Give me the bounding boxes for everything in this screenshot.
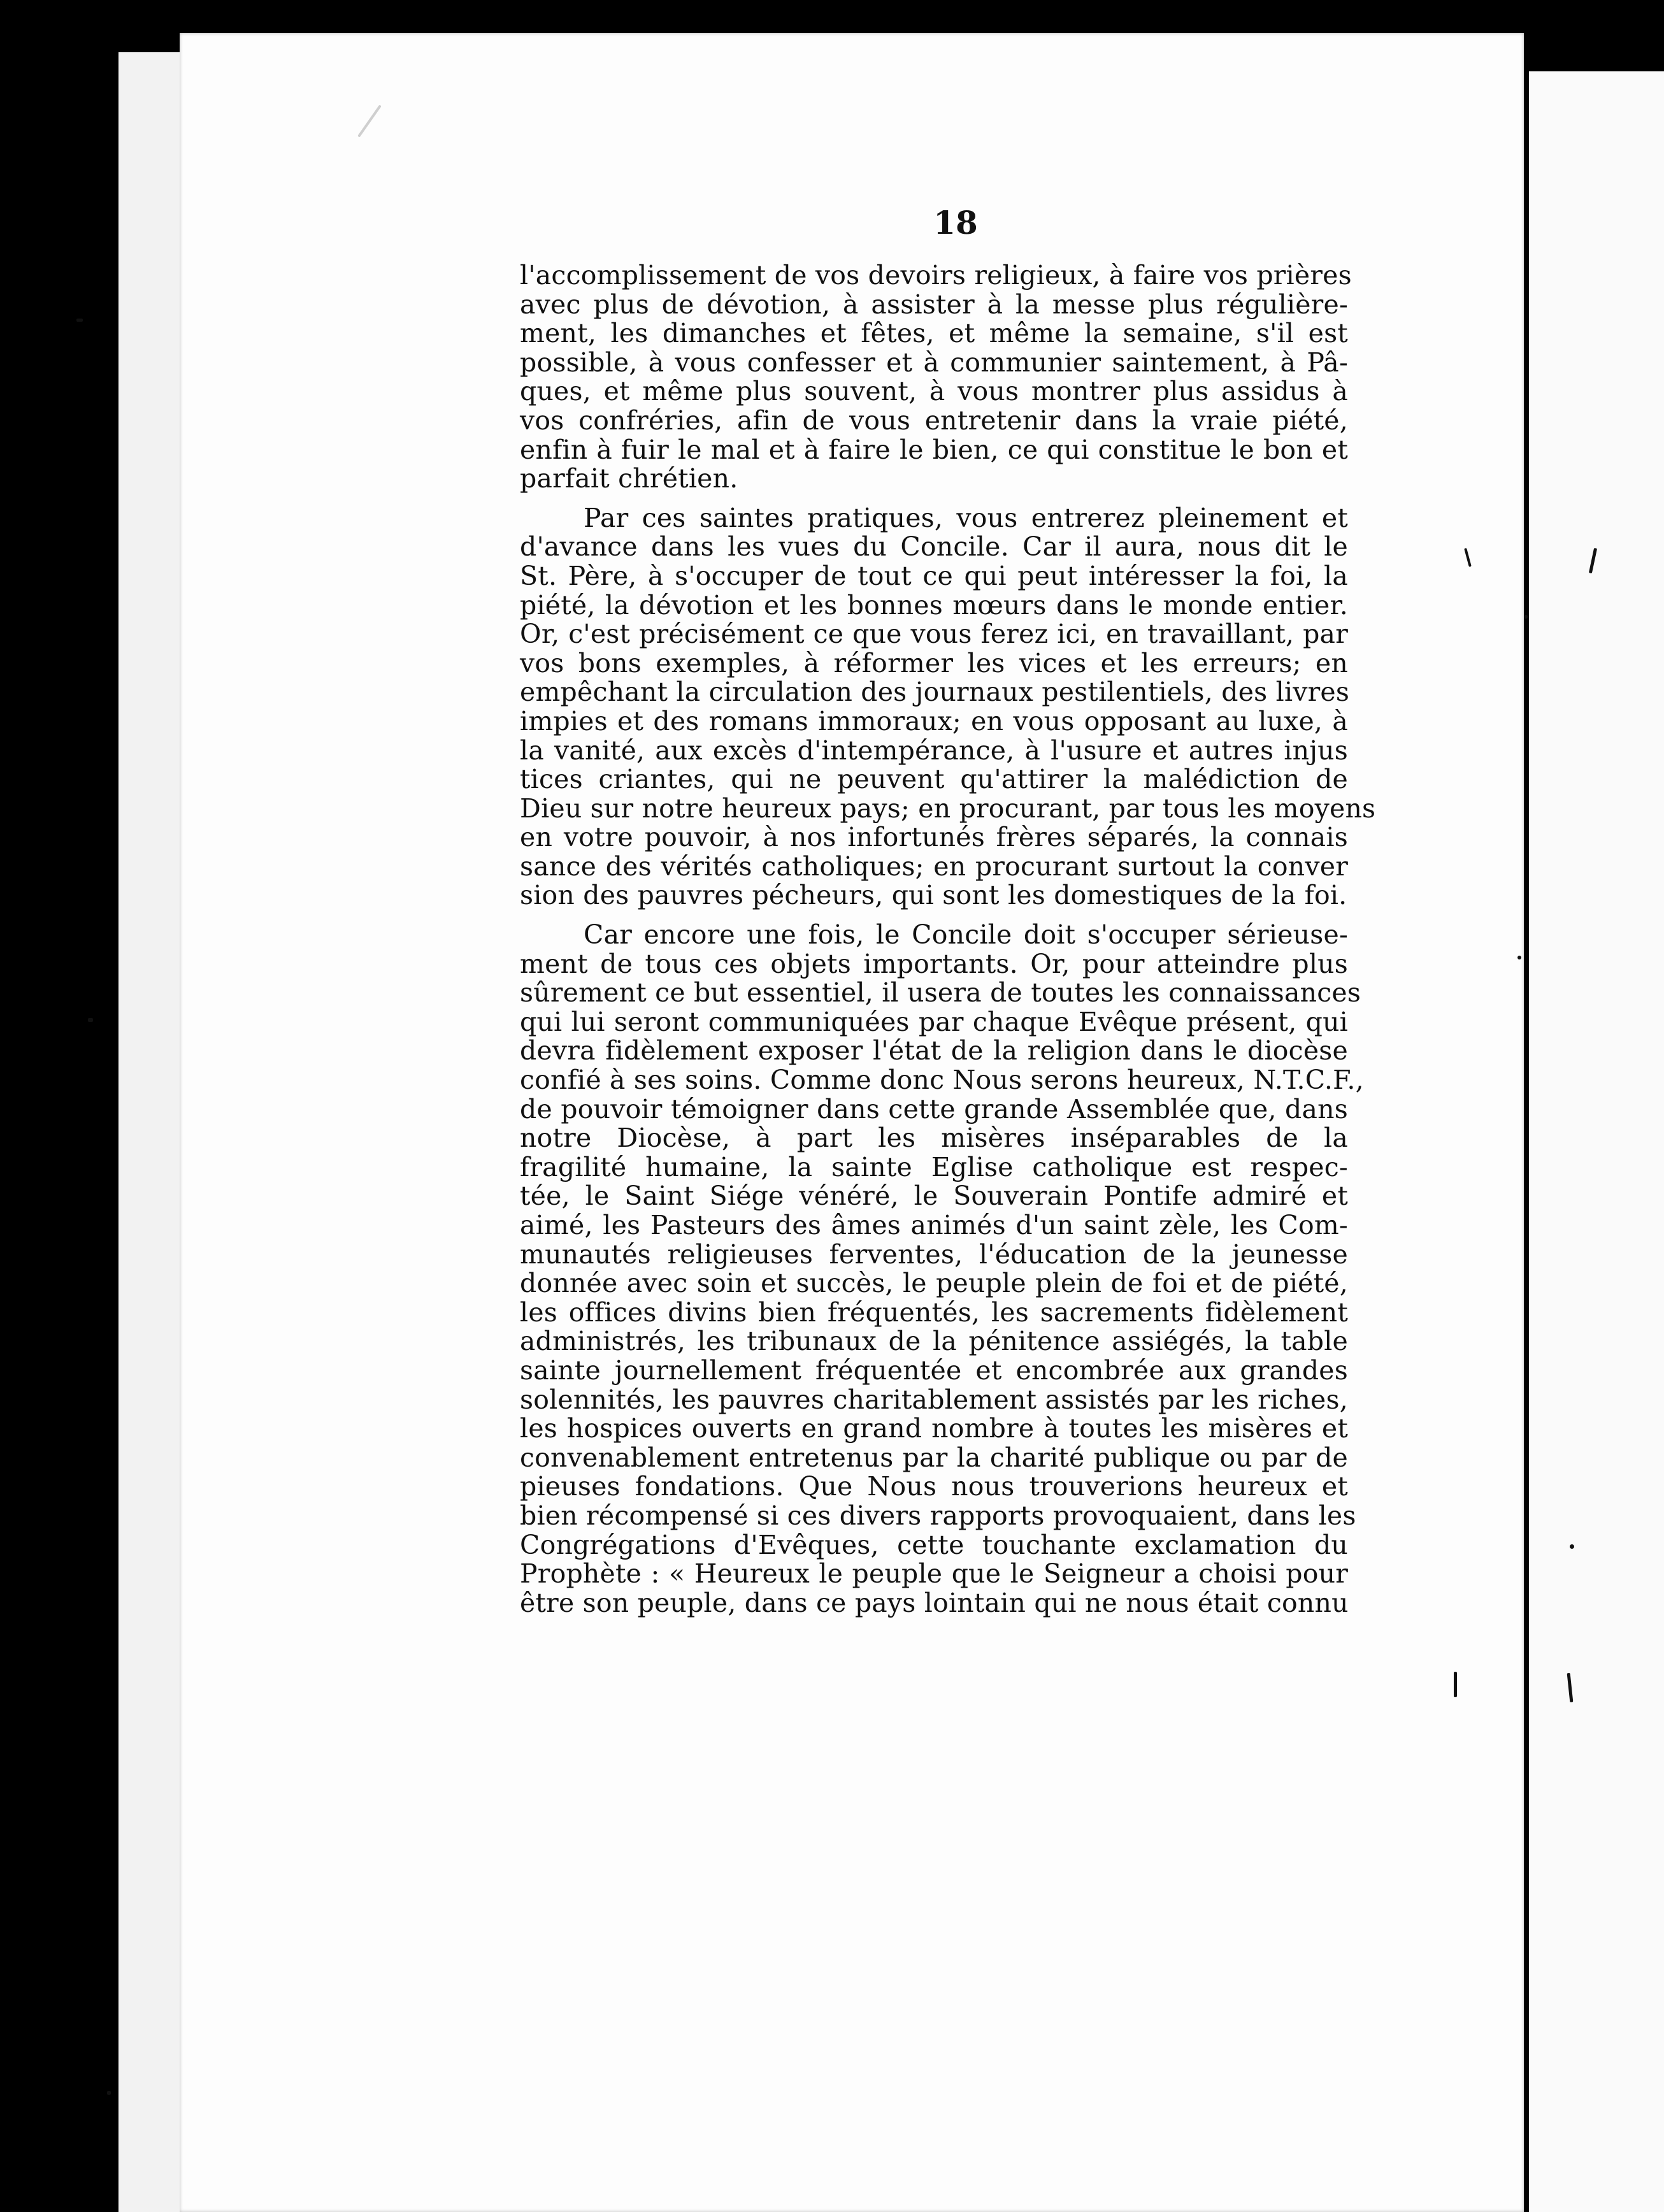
text-line: donnée avec soin et succès, le peuple plein de foi et de piété, — [520, 1268, 1348, 1299]
scan-speck — [76, 319, 83, 322]
text-line: ques, et même plus souvent, à vous montrer plus assidus à — [520, 376, 1348, 407]
text-line: notre Diocèse, à part les misères inséparables de la — [520, 1123, 1348, 1154]
text-line: de pouvoir témoigner dans cette grande Assemblée que, dans — [520, 1093, 1348, 1124]
text-line: sainte journellement fréquentée et encombrée aux grandes — [520, 1354, 1348, 1386]
text-line: être son peuple, dans ce pays lointain qui ne nous était connu — [520, 1587, 1349, 1618]
text-line: aimé, les Pasteurs des âmes animés d'un saint zèle, les Com- — [520, 1210, 1348, 1240]
text-line: Car encore une fois, le Concile doit s'occuper sérieuse- — [584, 919, 1348, 951]
text-line: Or, c'est précisément ce que vous ferez ici, en travaillant, par — [520, 619, 1348, 650]
text-line: tée, le Saint Siége vénéré, le Souverain Pontife admiré et — [520, 1181, 1348, 1212]
text-line: convenablement entretenus par la charité publique ou par de — [520, 1442, 1348, 1473]
scan-speck — [88, 1018, 93, 1022]
text-line: parfait chrétien. — [520, 463, 738, 494]
text-line: vos confréries, afin de vous entretenir dans la vraie piété, — [520, 405, 1348, 436]
text-line: tices criantes, qui ne peuvent qu'attirer la malédiction de — [520, 764, 1348, 795]
underlying-sheet-edge — [118, 52, 189, 2212]
text-line: sance des vérités catholiques; en procurant surtout la conver — [520, 851, 1348, 882]
text-line: confié à ses soins. Comme donc Nous serons heureux, N.T.C.F., — [520, 1065, 1364, 1096]
scan-speck — [1454, 1672, 1457, 1697]
text-line: ment de tous ces objets importants. Or, pour atteindre plus — [520, 948, 1348, 979]
text-line: qui lui seront communiquées par chaque Evêque présent, qui — [520, 1006, 1348, 1037]
text-line: l'accomplissement de vos devoirs religieux, à faire vos prières — [520, 260, 1352, 291]
text-line: fragilité humaine, la sainte Eglise catholique est respec- — [520, 1151, 1348, 1182]
body-text — [520, 260, 1376, 1618]
text-line: ment, les dimanches et fêtes, et même la semaine, s'il est — [520, 318, 1348, 349]
text-line: en votre pouvoir, à nos infortunés frères séparés, la connais — [520, 822, 1348, 853]
paragraph — [520, 260, 1352, 494]
scan-speck — [1524, 615, 1528, 619]
text-line: St. Père, à s'occuper de tout ce qui peut intéresser la foi, la — [520, 560, 1348, 591]
text-line: munautés religieuses ferventes, l'éducation de la jeunesse — [520, 1239, 1348, 1270]
text-line: sûrement ce but essentiel, il usera de toutes les connaissances — [520, 977, 1361, 1009]
text-line: avec plus de dévotion, à assister à la messe plus régulière- — [520, 289, 1348, 320]
text-line: d'avance dans les vues du Concile. Car il aura, nous dit le — [520, 531, 1348, 563]
text-line: les hospices ouverts en grand nombre à toutes les misères et — [520, 1413, 1348, 1444]
text-line: solennités, les pauvres charitablement assistés par les riches, — [520, 1384, 1348, 1415]
text-line: administrés, les tribunaux de la pénitence assiégés, la table — [520, 1326, 1348, 1357]
text-line: piété, la dévotion et les bonnes mœurs dans le monde entier. — [520, 589, 1348, 621]
text-line: possible, à vous confesser et à communier saintement, à Pâ- — [520, 347, 1348, 378]
scan-speck — [107, 2091, 111, 2095]
text-line: les offices divins bien fréquentés, les sacrements fidèlement — [520, 1296, 1348, 1328]
text-line: Prophète : « Heureux le peuple que le Seigneur a choisi pour — [520, 1558, 1348, 1590]
text-line: Par ces saintes pratiques, vous entrerez pleinement et — [584, 502, 1348, 533]
text-line: empêchant la circulation des journaux pestilentiels, des livres — [520, 677, 1350, 708]
text-line: Congrégations d'Evêques, cette touchante exclamation du — [520, 1529, 1348, 1560]
page-number: 18 — [933, 204, 978, 241]
scan-speck — [1517, 956, 1521, 959]
adjacent-page-edge — [1529, 71, 1664, 2212]
scan-speck — [1570, 1544, 1574, 1549]
text-line: Dieu sur notre heureux pays; en procurant, par tous les moyens — [520, 793, 1376, 824]
text-line: devra fidèlement exposer l'état de la religion dans le diocèse — [520, 1035, 1348, 1066]
paragraph — [520, 919, 1364, 1618]
text-line: pieuses fondations. Que Nous nous trouverions heureux et — [520, 1471, 1348, 1502]
text-line: vos bons exemples, à réformer les vices et les erreurs; en — [520, 647, 1348, 679]
text-line: enfin à fuir le mal et à faire le bien, ce qui constitue le bon et — [520, 434, 1348, 465]
text-line: impies et des romans immoraux; en vous opposant au luxe, à — [520, 705, 1348, 736]
text-line: sion des pauvres pécheurs, qui sont les domestiques de la foi. — [520, 880, 1347, 911]
text-line: bien récompensé si ces divers rapports provoquaient, dans les — [520, 1500, 1356, 1531]
text-line: la vanité, aux excès d'intempérance, à l'usure et autres injus — [520, 735, 1348, 766]
paragraph — [520, 502, 1376, 911]
